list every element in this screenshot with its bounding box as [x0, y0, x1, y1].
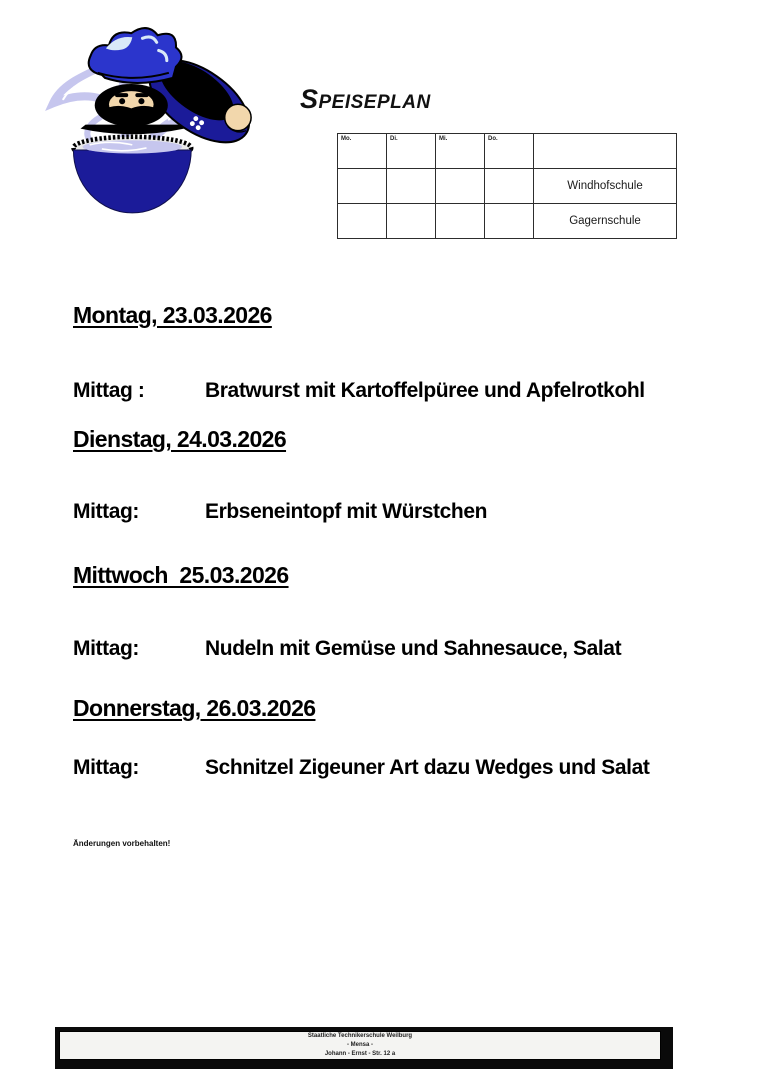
meal-dish: Nudeln mit Gemüse und Sahnesauce, Salat [205, 637, 622, 660]
changes-reserved-note: Änderungen vorbehalten! [73, 839, 171, 848]
chef-pot-logo [38, 20, 253, 218]
empty-cell [485, 169, 534, 204]
school-schedule-table [337, 133, 677, 239]
meal-row-montag [73, 379, 713, 403]
meal-label: Mittag: [73, 500, 140, 523]
footer-address-bar [55, 1027, 673, 1069]
day-heading-mittwoch: Mittwoch 25.03.2026 [73, 562, 289, 588]
day-header-mo: Mo. [338, 134, 387, 169]
table-row [338, 134, 677, 169]
table-row [338, 204, 677, 239]
footer-address-box [59, 1031, 661, 1060]
day-heading-dienstag: Dienstag, 24.03.2026 [73, 426, 287, 452]
meal-label: Mittag: [73, 637, 140, 660]
meal-dish: Bratwurst mit Kartoffelpüree und Apfelrotkohl [205, 379, 645, 402]
page-title: Speiseplan [300, 84, 431, 114]
meal-dish: Erbseneintopf mit Würstchen [205, 500, 488, 523]
meal-label: Mittag: [73, 756, 140, 779]
day-heading-donnerstag: Donnerstag, 26.03.2026 [73, 695, 316, 721]
empty-cell [485, 204, 534, 239]
meal-row-donnerstag [73, 756, 713, 780]
meal-row-dienstag [73, 500, 713, 524]
table-row [338, 169, 677, 204]
day-header-di: Di. [387, 134, 436, 169]
day-header-mi: Mi. [436, 134, 485, 169]
meal-row-mittwoch [73, 637, 713, 661]
empty-cell [387, 204, 436, 239]
empty-cell [338, 204, 387, 239]
empty-cell [534, 134, 677, 169]
school-name-gagernschule: Gagernschule [534, 204, 677, 239]
footer-school-name: Staatliche Technikerschule Weilburg [307, 1033, 413, 1040]
day-header-do: Do. [485, 134, 534, 169]
meal-label: Mittag : [73, 379, 145, 402]
meal-dish: Schnitzel Zigeuner Art dazu Wedges und Salat [205, 756, 650, 779]
empty-cell [436, 204, 485, 239]
footer-street-address: Johann - Ernst - Str. 12 a [324, 1050, 396, 1057]
empty-cell [338, 169, 387, 204]
day-heading-montag: Montag, 23.03.2026 [73, 302, 272, 328]
empty-cell [436, 169, 485, 204]
chef-pot-logo-image [38, 20, 253, 218]
empty-cell [387, 169, 436, 204]
school-name-windhofschule: Windhofschule [534, 169, 677, 204]
footer-mensa-label: - Mensa - [346, 1042, 373, 1049]
